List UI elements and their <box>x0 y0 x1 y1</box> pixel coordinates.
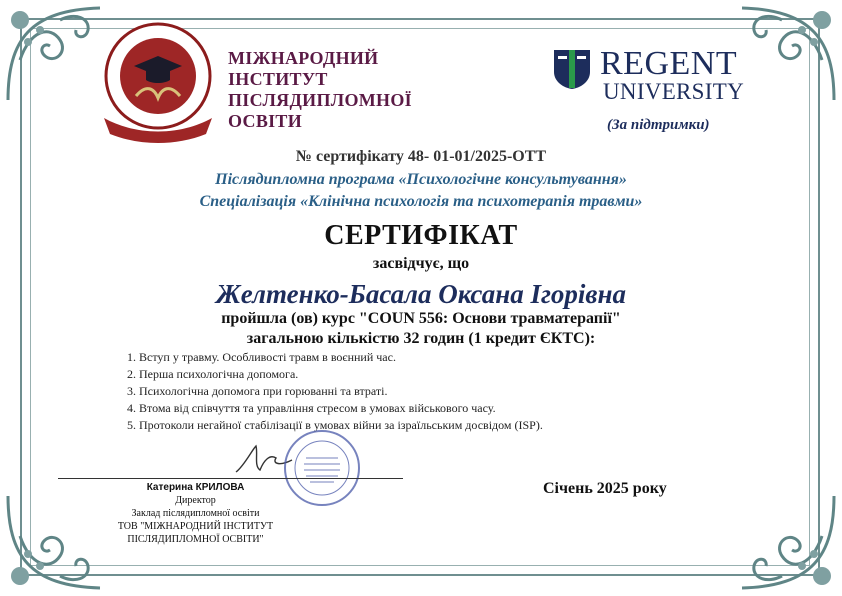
partner-name-line-1: REGENT <box>600 45 738 82</box>
recipient-name: Желтенко-Басала Оксана Ігорівна <box>216 279 626 309</box>
topic-item: 4. Втома від співчуття та управління стресом в умовах військового часу. <box>127 401 496 415</box>
course-name: пройшла (ов) курс "COUN 556: Основи травматерапії" <box>221 310 621 327</box>
signatory-org-line-2: ТОВ "МІЖНАРОДНИЙ ІНСТИТУТ <box>117 521 274 532</box>
institute-seal-logo <box>96 18 220 150</box>
partner-support-note: (За підтримки) <box>607 117 710 133</box>
issue-date: Січень 2025 року <box>543 480 667 497</box>
signature-line <box>58 478 403 479</box>
certifies-text: засвідчує, що <box>372 255 470 272</box>
specialization-title: Спеціалізація «Клінічна психологія та психотерапія травми» <box>199 193 643 210</box>
course-hours: загальною кількістю 32 годин (1 кредит ЄКТС): <box>246 330 596 347</box>
institute-name-line-2: ІНСТИТУТ <box>228 69 328 89</box>
topic-list <box>127 349 647 434</box>
certificate-title: СЕРТИФІКАТ <box>324 220 518 251</box>
institute-name-line-4: ОСВІТИ <box>228 111 303 131</box>
ornament-corner-top-left <box>0 0 110 110</box>
ornament-corner-bottom-right <box>732 486 842 596</box>
institute-name <box>228 48 448 132</box>
institute-name-line-1: МІЖНАРОДНИЙ <box>228 48 379 68</box>
signatory-block <box>58 481 333 546</box>
topic-item: 5. Протоколи негайної стабілізації в умовах війни за ізраїльським досвідом (ISP). <box>127 418 543 432</box>
signatory-org-line-3: ПІСЛЯДИПЛОМНОЇ ОСВІТИ" <box>127 534 264 545</box>
topic-item: 1. Вступ у травму. Особливості травм в воєнний час. <box>127 350 396 364</box>
signatory-position: Директор <box>175 495 216 506</box>
partner-name-line-2: UNIVERSITY <box>603 79 744 104</box>
ornament-corner-top-right <box>732 0 842 110</box>
topic-item: 2. Перша психологічна допомога. <box>127 367 299 381</box>
signatory-org-line-1: Заклад післядипломної освіти <box>131 508 260 519</box>
institute-name-line-3: ПІСЛЯДИПЛОМНОЇ <box>228 90 412 110</box>
regent-shield-icon <box>552 48 592 90</box>
certificate-number: № сертифікату 48- 01-01/2025-OTT <box>295 148 547 165</box>
topic-item: 3. Психологічна допомога при горюванні та втраті. <box>127 384 388 398</box>
signatory-name: Катерина КРИЛОВА <box>146 482 245 493</box>
program-title: Післядипломна програма «Психологічне консультування» <box>215 171 627 188</box>
